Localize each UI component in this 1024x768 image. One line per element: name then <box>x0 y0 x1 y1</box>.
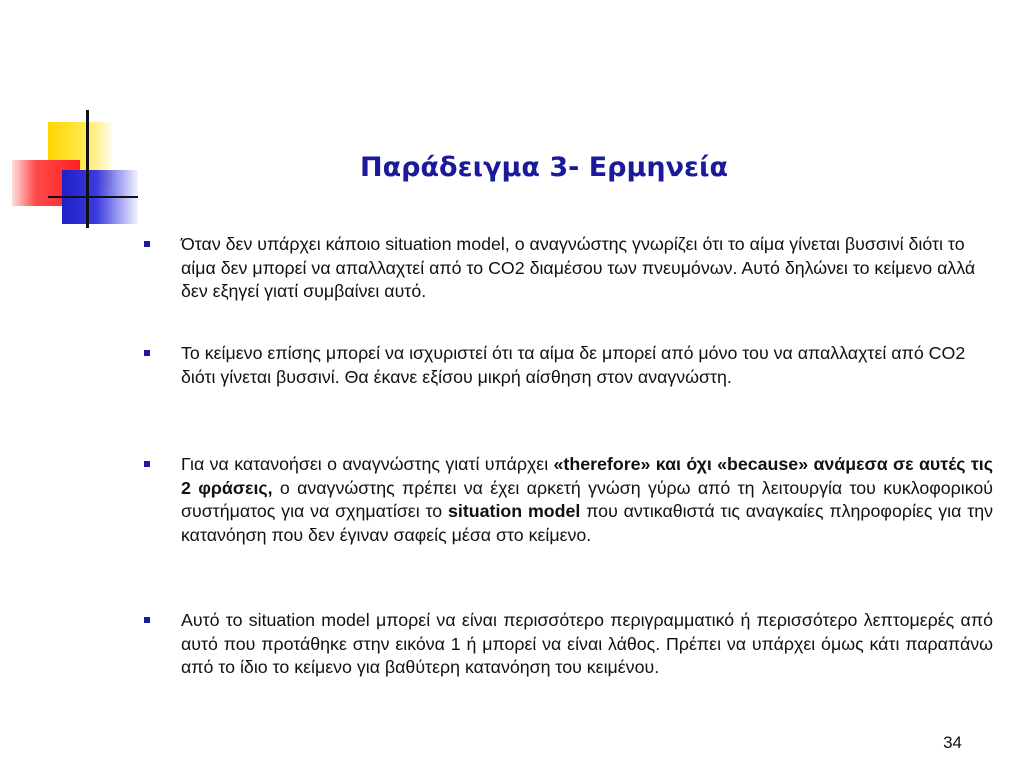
square-bullet-icon <box>144 617 150 623</box>
square-bullet-icon <box>144 350 150 356</box>
bullet-text <box>181 453 993 547</box>
bullet-text: Όταν δεν υπάρχει κάποιο situation model, ο αναγνώστης γνωρίζει ότι το αίμα γίνεται βυσσινί διότι το αίμα δεν μπορεί να απαλλαχτεί από το CO2 διαμέσου των πνευμόνων. Αυτό δηλώνει το κείμενο αλλά δεν εξηγεί γιατί συμβαίνει αυτό. <box>181 234 976 301</box>
bullet-text-part: Για να κατανοήσει ο αναγνώστης γιατί υπάρχει <box>181 454 554 474</box>
square-bullet-icon <box>144 241 150 247</box>
bullet-text: Αυτό το situation model μπορεί να είναι περισσότερο περιγραμματικό ή περισσότερο λεπτομερές από αυτό που προτάθηκε στην εικόνα 1 ή μπορεί να είναι λάθος. Πρέπει να υπάρχει όμως κάτι παραπάνω από το ίδιο το κείμενο για βαθύτερη κατανόηση του κειμένου. <box>181 610 993 677</box>
bullet-text-part: ο αναγνώστης πρέπει να έχει αρκετή γνώση γύρω από τη λειτουργία του κυκλοφορικού συστήματος για να σχηματίσει το <box>181 477 994 521</box>
bullet-text-bold: situation model <box>448 501 581 521</box>
page-number: 34 <box>943 733 962 752</box>
bullet-text-bold: «therefore» και όχι «because» ανάμεσα σε αυτές τις 2 φράσεις, <box>181 454 993 498</box>
slide-title: Παράδειγμα 3- Ερμηνεία <box>360 152 729 183</box>
bullet-text-part: που αντικαθιστά τις αναγκαίες πληροφορίες για την κατανόηση που δεν έγιναν σαφείς μέσα στο κείμενο. <box>181 501 994 545</box>
bullet-text: Το κείμενο επίσης μπορεί να ισχυριστεί ότι τα αίμα δε μπορεί από μόνο του να απαλλαχτεί από CO2 διότι γίνεται βυσσινί. Θα έκανε εξίσου μικρή αίσθηση στον αναγνώστη. <box>181 343 966 387</box>
square-bullet-icon <box>144 461 150 467</box>
